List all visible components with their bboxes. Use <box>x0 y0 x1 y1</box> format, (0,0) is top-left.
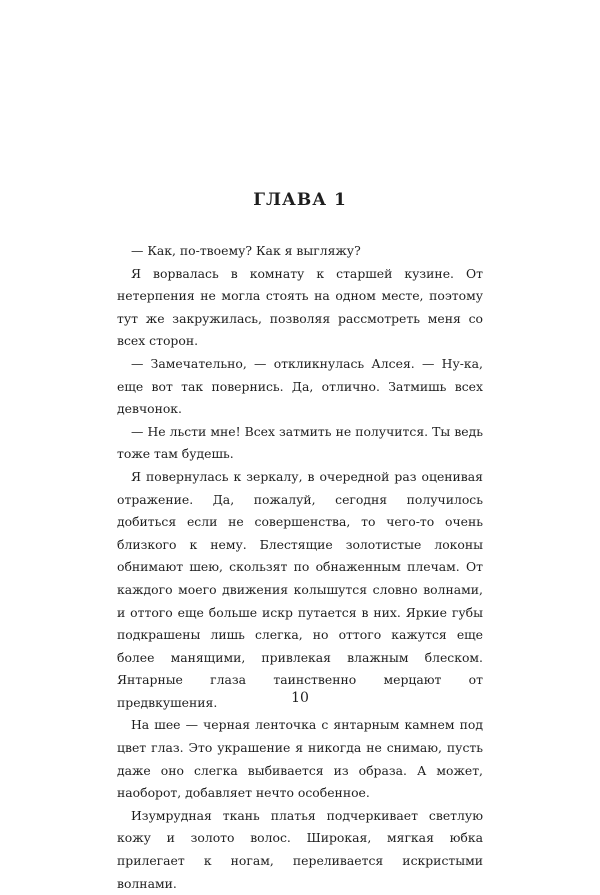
paragraph: Изумрудная ткань платья подчеркивает светлую кожу и золото волос. Широкая, мягкая юбка прилегает к ногам, переливается искристыми волнами. <box>117 807 483 891</box>
chapter-body <box>117 240 483 895</box>
chapter-title: ГЛАВА 1 <box>253 190 347 210</box>
paragraph: Я ворвалась в комнату к старшей кузине. От нетерпения не могла стоять на одном месте, поэтому тут же закружилась, позволяя рассмотреть меня со всех сторон. <box>117 265 483 349</box>
paragraph: — Замечательно, — откликнулась Алсея. — Ну-ка, еще вот так повернись. Да, отлично. Затмишь всех девчонок. <box>117 355 483 417</box>
paragraph: Я повернулась к зеркалу, в очередной раз оценивая отражение. Да, пожалуй, сегодня получилось добиться если не совершенства, то чего-то очень близкого к нему. Блестящие золотистые локоны обнимают шею, скользят по обнаженным плечам. От каждого моего движения колышутся словно волнами, и оттого еще больше искр путается в них. Яркие губы подкрашены лишь слегка, но оттого кажутся еще более манящими, привлекая влажным блеском. Янтарные глаза таинственно мерцают от предвкушения. <box>117 468 483 710</box>
paragraph: На шее — черная ленточка с янтарным камнем под цвет глаз. Это украшение я никогда не снимаю, пусть даже оно слегка выбивается из образа. А может, наоборот, добавляет нечто особенное. <box>117 717 483 801</box>
paragraph: — Как, по-твоему? Как я выгляжу? <box>131 243 361 258</box>
paragraph: — Не льсти мне! Всех затмить не получится. Ты ведь тоже там будешь. <box>117 423 483 462</box>
page-number: 10 <box>291 690 309 706</box>
